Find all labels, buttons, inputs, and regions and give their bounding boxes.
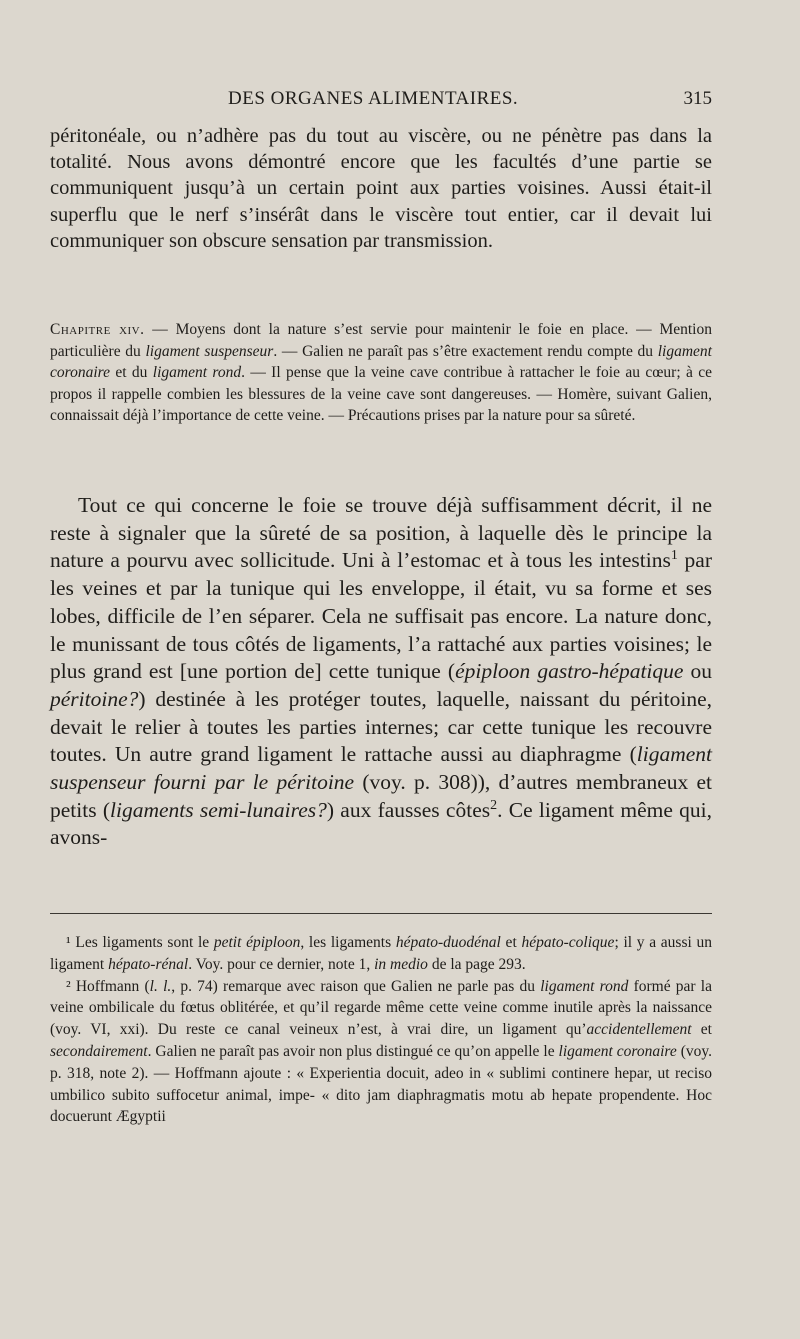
footnote-text: (voy. p. 318, note 2). — Hoffmann ajoute : « Experientia docuit, adeo in « sublimi continere hepar, ut reciso umbilico subito suffocetur animal, impe- « dito jam diaphragmatis motu ab hepate propendente. Hoc docuerunt Ægyptii [50,1042,712,1126]
main-text: (voy. p. 308)), d’autres membraneux et petits ( [50,770,712,822]
main-italic: ligaments semi-lunaires? [110,797,327,822]
footnote-ref-1: 1 [670,548,678,564]
footnote-text: de la page 293. [427,955,526,973]
footnote-italic: petit épiploon [213,934,301,951]
footnote-italic: secondairement [50,1042,148,1060]
main-text: ou [683,659,713,684]
footnote-marker: ¹ [66,934,71,951]
footnote-italic: ligament rond [540,977,629,995]
footnote-italic: ligament coronaire [558,1042,677,1060]
main-italic: péritoine? [50,686,139,711]
footnotes [50,932,712,1128]
summary-text: . — Il pense que la veine cave contribue à rattacher le foie au cœur; à ce propos il rappelle combien les blessures de la veine cave sont dangereuses. — Homère, suivant Galien, connaissait déjà l’importance de cette veine. — Précautions prises par la nature pour sa sûreté. [50,364,712,425]
footnote-text: . Voy. pour ce dernier, note 1, [188,955,375,973]
main-text: ) aux fausses côtes [326,797,491,822]
footnote-2 [50,976,712,1129]
page-header [48,88,712,118]
footnote-italic: hépato-duodénal [395,934,501,951]
main-text: par les veines et par la tunique qui les enveloppe, il était, vu sa forme et ses lobes, difficile de l’en séparer. Cela ne suffisait pas encore. La nature donc, le munissant de tous côtés de ligaments, l’a rattaché aux parties voisines; le plus grand est [une portion de] cette tunique ( [50,548,712,684]
summary-text: — Moyens dont la nature s’est servie pour maintenir le foie en place. — Mention particulière du [50,321,712,360]
main-italic: ligament suspenseur fourni par le péritoine [50,742,712,795]
footnote-italic: hépato-rénal [108,955,189,973]
summary-italic: ligament suspenseur [145,342,274,360]
main-paragraph [50,492,712,852]
summary-italic: ligament rond [152,364,242,382]
footnote-italic: l. l. [149,977,172,995]
footnote-text: . Galien ne paraît pas avoir non plus distingué ce qu’on appelle le [147,1042,559,1060]
footnote-italic: accidentellement [586,1021,692,1039]
footnote-text: Les ligaments sont le [70,934,214,951]
footnote-text: , les ligaments [300,934,396,951]
footnote-italic: hépato-colique [521,934,615,951]
main-text: ) destinée à les protéger toutes, laquelle, naissant du péritoine, devait le relier à toutes les parties internes; car cette tunique les recouvre toutes. Un autre grand ligament le rattache aussi au diaphragme ( [50,686,712,767]
summary-text: . — Galien ne paraît pas s’être exactement rendu compte du [273,342,658,360]
footnote-1 [50,932,712,976]
footnote-text: ; il y a aussi un ligament [50,934,712,973]
footnote-text: et [691,1021,712,1039]
running-title: DES ORGANES ALIMENTAIRES. [228,88,519,109]
summary-italic: ligament coronaire [50,342,712,382]
footnote-divider [50,913,712,914]
footnote-text: et [500,934,522,951]
main-text: . Ce ligament même qui, avons- [50,797,712,850]
footnote-text: , p. 74) remarque avec raison que Galien ne parle pas du [171,977,541,995]
summary-text: et du [109,364,153,382]
footnote-ref-2: 2 [490,797,498,813]
main-italic: épiploon gastro-hépatique [455,659,684,684]
footnote-italic: in medio [374,955,428,973]
footnote-text: Hoffmann ( [70,977,150,995]
footnote-text: formé par la veine ombilicale du fœtus oblitérée, et qu’il regarde même cette veine comme inutile après la naissance (voy. VI, xxi). Du reste ce canal veineux n’est, à vrai dire, un ligament qu’ [50,977,712,1039]
main-text: Tout ce qui concerne le foie se trouve déjà suffisamment décrit, il ne reste à signaler que la sûreté de sa position, à laquelle dès le principe la nature a pourvu avec sollicitude. Uni à l’estomac et à tous les intestins [50,493,712,573]
footnote-marker: ² [66,977,71,995]
chapter-label: Chapitre xiv. [50,321,145,338]
chapter-summary [50,319,712,427]
continued-paragraph: péritonéale, ou n’adhère pas du tout au viscère, ou ne pénètre pas dans la totalité. Nous avons démontré encore que les facultés d’une partie se communiquent jusqu’à un certain point aux parties voisines. Aussi était-il superflu que le nerf s’insérât dans le viscère tout entier, car il devait lui communiquer son obscure sensation par transmission. [50,125,712,252]
page-number: 315 [683,88,712,109]
